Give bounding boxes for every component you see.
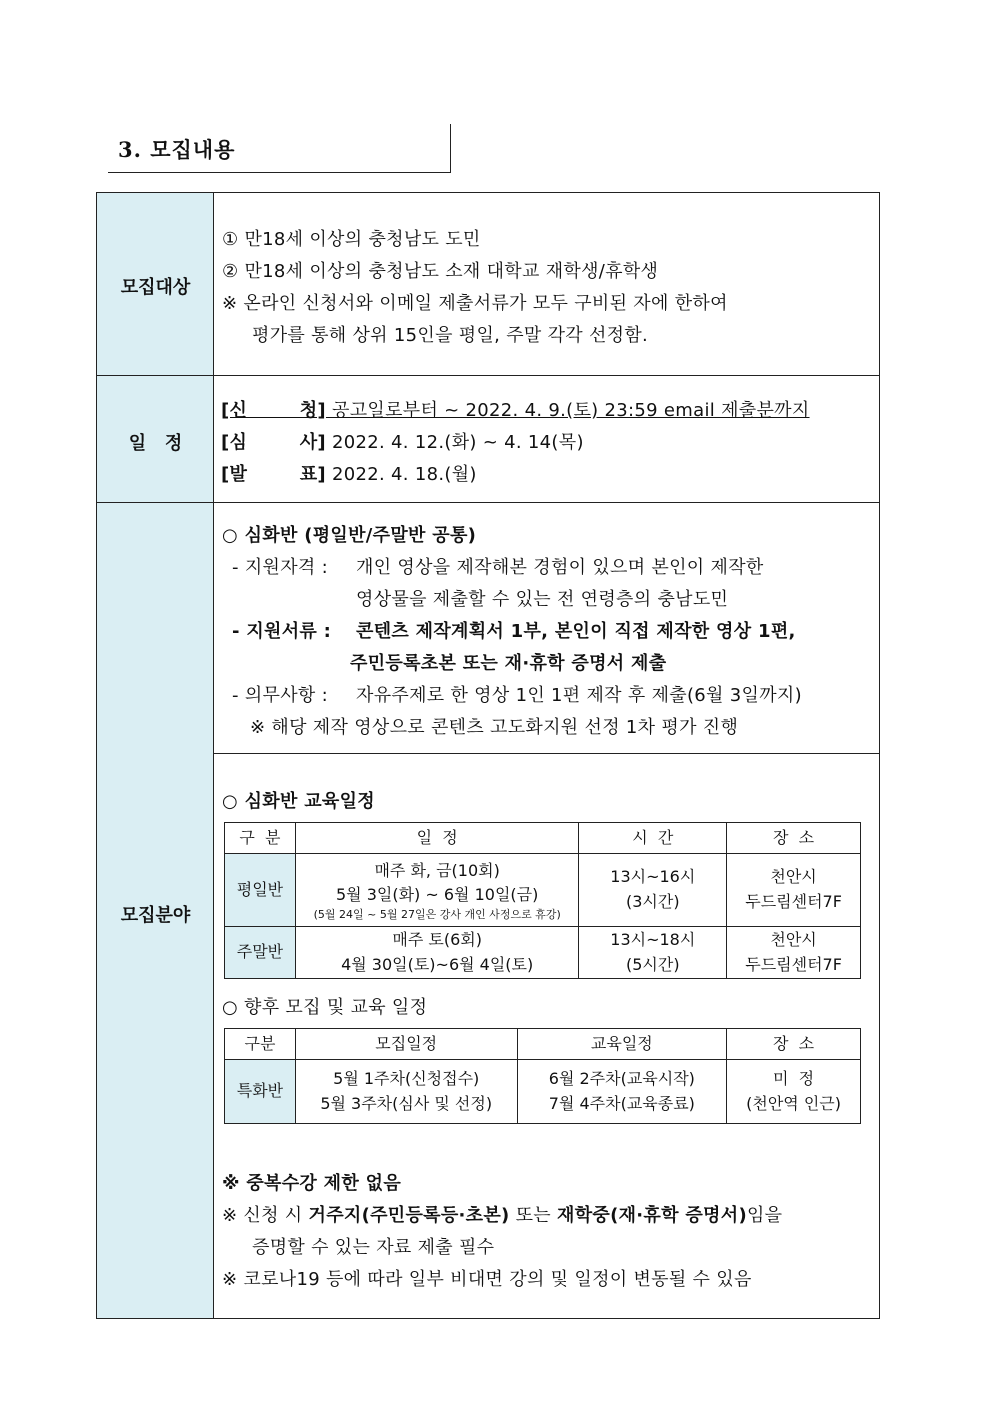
place-text: 두드림센터7F <box>745 892 842 911</box>
documents-line-1: 콘텐츠 제작계획서 1부, 본인이 직접 제작한 영상 1편, <box>356 621 796 642</box>
place-text: (천안역 인근) <box>746 1093 841 1113</box>
note-text: 또는 <box>509 1205 558 1226</box>
schedule-review-value: 2022. 4. 12.(화) ~ 4. 14(목) <box>332 432 584 453</box>
place-text: 미 정 <box>773 1068 815 1088</box>
header-cell: 구분 <box>225 1029 296 1060</box>
target-line-2: ② 만18세 이상의 충청남도 소재 대학교 재학생/휴학생 <box>222 261 659 282</box>
row-divider <box>97 502 879 503</box>
education-schedule-title: ○ 심화반 교육일정 <box>222 791 375 812</box>
row-schedule <box>295 854 578 927</box>
schedule-text: 5월 3일(화) ~ 6월 10일(금) <box>335 885 539 905</box>
schedule-text: 매주 화, 금(10회) <box>374 860 500 880</box>
row-place <box>727 1060 861 1124</box>
documents-line-2: 주민등록초본 또는 재·휴학 증명서 제출 <box>350 653 667 674</box>
recruit-text: 5월 3주차(심사 및 선정) <box>320 1093 493 1113</box>
schedule-review-key: [심 사] <box>221 432 326 453</box>
row-name: 특화반 <box>225 1060 296 1124</box>
header-cell: 일 정 <box>295 823 578 854</box>
row-name: 평일반 <box>225 854 296 927</box>
row-time <box>579 854 727 927</box>
schedule-review <box>221 428 584 454</box>
row-time <box>579 927 727 979</box>
row-divider <box>97 375 879 376</box>
qualification-line-1: 개인 영상을 제작해본 경험이 있으며 본인이 제작한 <box>356 557 764 578</box>
duty-note: ※ 해당 제작 영상으로 콘텐츠 고도화지원 선정 1차 평가 진행 <box>250 717 739 738</box>
target-line-4: 평가를 통해 상위 15인을 평일, 주말 각각 선정함. <box>252 325 649 346</box>
place-text: 천안시 <box>770 867 817 887</box>
section-title-box <box>108 124 451 173</box>
label-schedule: 일 정 <box>128 433 183 454</box>
target-line-3: ※ 온라인 신청서와 이메일 제출서류가 모두 구비된 자에 한하여 <box>222 293 728 314</box>
header-cell: 구 분 <box>225 823 296 854</box>
table-header-row <box>225 823 861 854</box>
table-row <box>225 927 861 979</box>
row-place <box>727 854 861 927</box>
schedule-apply-key: [신 청] <box>221 400 326 421</box>
education-text: 7월 4주차(교육종료) <box>548 1093 695 1113</box>
time-text: (5시간) <box>626 954 680 974</box>
schedule-apply-value: 공고일로부터 ~ 2022. 4. 9.(토) 23:59 email 제출분까지 <box>332 400 810 421</box>
schedule-apply <box>221 396 810 422</box>
row-recruit <box>295 1060 517 1124</box>
future-schedule-table <box>224 1028 861 1124</box>
future-schedule-title: ○ 향후 모집 및 교육 일정 <box>222 997 428 1018</box>
header-cell: 시 간 <box>579 823 727 854</box>
label-field: 모집분야 <box>120 905 191 926</box>
time-text: 13시~16시 <box>610 867 696 887</box>
note-bold-text: 재학중(재·휴학 증명서) <box>557 1205 747 1226</box>
row-place <box>727 927 861 979</box>
schedule-text: 4월 30일(토)~6월 4일(토) <box>341 954 534 974</box>
subsection-divider <box>214 753 879 754</box>
header-cell: 장 소 <box>727 1029 861 1060</box>
schedule-text: 매주 토(6회) <box>392 929 482 949</box>
section-title: 3. 모집내용 <box>118 137 236 162</box>
advanced-title: ○ 심화반 (평일반/주말반 공통) <box>222 525 477 546</box>
label-column <box>97 193 214 1318</box>
qualification-line-2: 영상물을 제출할 수 있는 전 연령층의 충남도민 <box>356 589 729 610</box>
note-proof <box>222 1201 782 1227</box>
qualification-key: - 지원자격 : <box>232 557 328 578</box>
note-no-duplicate: ※ 중복수강 제한 없음 <box>222 1173 402 1194</box>
schedule-note: (5월 24일 ~ 5월 27일은 강사 개인 사정으로 휴강) <box>313 908 561 922</box>
row-education <box>517 1060 727 1124</box>
time-text: 13시~18시 <box>610 929 696 949</box>
table-header-row <box>225 1029 861 1060</box>
education-text: 6월 2주차(교육시작) <box>548 1068 695 1088</box>
education-schedule-table <box>224 822 861 979</box>
table-row <box>225 854 861 927</box>
row-name: 주말반 <box>225 927 296 979</box>
time-text: (3시간) <box>626 892 680 911</box>
header-cell: 교육일정 <box>517 1029 727 1060</box>
note-text: ※ 신청 시 <box>222 1205 309 1226</box>
target-line-1: ① 만18세 이상의 충청남도 도민 <box>222 229 481 250</box>
recruit-text: 5월 1주차(신청접수) <box>333 1068 480 1088</box>
note-proof-cont: 증명할 수 있는 자료 제출 필수 <box>252 1237 495 1258</box>
row-schedule <box>295 927 578 979</box>
note-bold-text: 거주지(주민등록등·초본) <box>308 1205 510 1226</box>
place-text: 천안시 <box>770 929 817 949</box>
note-covid: ※ 코로나19 등에 따라 일부 비대면 강의 및 일정이 변동될 수 있음 <box>222 1269 752 1290</box>
documents-key: - 지원서류 : <box>232 621 332 642</box>
note-text: 임을 <box>746 1205 783 1226</box>
header-cell: 모집일정 <box>295 1029 517 1060</box>
label-target: 모집대상 <box>120 277 191 298</box>
schedule-announce-key: [발 표] <box>221 464 326 485</box>
table-row <box>225 1060 861 1124</box>
duty-key: - 의무사항 : <box>232 685 328 706</box>
recruitment-table <box>96 192 880 1319</box>
schedule-announce <box>221 460 477 486</box>
place-text: 두드림센터7F <box>745 954 842 974</box>
schedule-announce-value: 2022. 4. 18.(월) <box>332 464 477 485</box>
duty-line-1: 자유주제로 한 영상 1인 1편 제작 후 제출(6월 3일까지) <box>356 685 802 706</box>
header-cell: 장 소 <box>727 823 861 854</box>
